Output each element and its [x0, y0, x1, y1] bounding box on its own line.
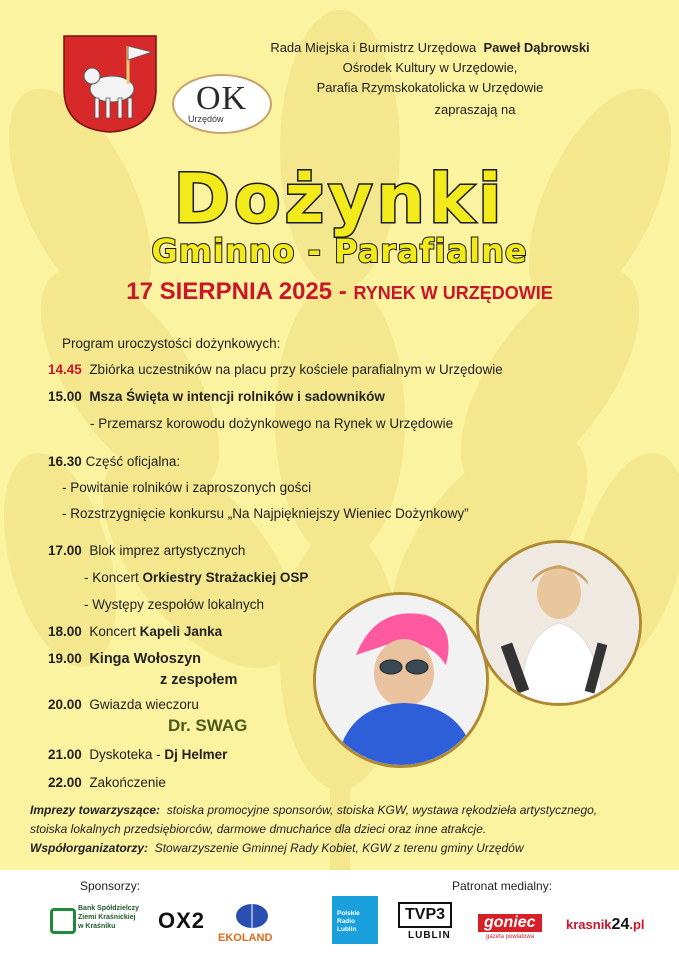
program-subitem: - Rozstrzygnięcie konkursu „Na Najpiękniejszy Wieniec Dożynkowy”	[62, 506, 469, 521]
page-title: Dożynki	[173, 160, 506, 239]
program-subitem: - Przemarsz korowodu dożynkowego na Rynek w Urzędowie	[90, 416, 454, 431]
program-item: 17.00 Blok imprez artystycznych	[48, 543, 246, 558]
krasnik24-logo: krasnik24.pl	[566, 916, 645, 933]
sponsors-label: Sponsorzy:	[80, 879, 141, 893]
organizers-line-3: Parafia Rzymskokatolicka w Urzędowie	[316, 80, 544, 95]
co-organizers-label: Współorganizatorzy:	[30, 841, 149, 855]
star-of-evening: Dr. SWAG	[168, 716, 248, 735]
accompanying-events-label: Imprezy towarzyszące:	[30, 803, 161, 817]
goniec-tagline: gazeta powiatowa	[486, 934, 535, 940]
event-place: RYNEK W URZĘDOWIE	[353, 283, 553, 303]
bank-logo-icon	[50, 908, 76, 934]
accompanying-events-continued: stoiska lokalnych przedsiębiorców, darmowe dmuchańce dla dzieci oraz inne atrakcje.	[30, 822, 487, 836]
accompanying-events: Imprezy towarzyszące: stoiska promocyjne sponsorów, stoiska KGW, wystawa rękodzieła artystycznego,	[30, 803, 598, 817]
program-heading: Program uroczystości dożynkowych:	[62, 336, 281, 351]
ox2-logo: OX2	[158, 908, 206, 933]
program-subitem: - Powitanie rolników i zaproszonych gości	[62, 480, 312, 495]
singer-photo-image	[479, 543, 639, 703]
event-date-place: 17 SIERPNIA 2025 - RYNEK W URZĘDOWIE	[126, 278, 553, 305]
tvp3-logo: TVP3	[398, 902, 452, 928]
program-subitem: - Koncert Orkiestry Strażackiej OSP	[84, 570, 309, 585]
event-date: 17 SIERPNIA 2025	[126, 278, 333, 305]
program-item: 22.00 Zakończenie	[48, 775, 166, 790]
ok-logo-letters: OK	[196, 80, 248, 117]
program-item: 14.45 Zbiórka uczestników na placu przy kościele parafialnym w Urzędowie	[48, 362, 503, 377]
sponsors-footer	[0, 870, 679, 960]
artist-photo-image	[316, 595, 486, 765]
page-subtitle: Gminno - Parafialne	[151, 232, 528, 270]
organizers-line-1: Rada Miejska i Burmistrz Urzędowa Paweł Dąbrowski	[270, 40, 590, 55]
media-patrons-label: Patronat medialny:	[452, 879, 553, 893]
program-subitem: - Występy zespołów lokalnych	[84, 597, 264, 612]
program-item: 20.00 Gwiazda wieczoru	[48, 697, 199, 712]
goniec-logo: goniec	[478, 914, 542, 932]
ekoland-logo: EKOLAND	[218, 932, 273, 944]
organizers-line-4: zapraszają na	[434, 102, 516, 117]
program-item-continued: z zespołem	[160, 672, 238, 688]
artist-photo	[313, 592, 489, 768]
coat-of-arms-logo	[62, 34, 158, 134]
program-item: 16.30 Część oficjalna:	[48, 454, 181, 469]
singer-photo	[476, 540, 642, 706]
program-item: 18.00 Koncert Kapeli Janka	[48, 624, 223, 639]
organizers-line-2: Ośrodek Kultury w Urzędowie,	[342, 60, 518, 75]
program-item: 19.00 Kinga Wołoszyn	[48, 651, 202, 667]
ekoland-bug-icon	[232, 900, 272, 930]
radio-lublin-logo: Polskie Radio Lublin	[332, 896, 378, 944]
ok-logo-town: Urzędów	[188, 114, 224, 124]
bank-logo: Bank Spółdzielczy Ziemi Kraśnickiej w Kraśniku	[78, 905, 140, 930]
program-item: 15.00 Msza Święta w intencji rolników i sadowników	[48, 389, 385, 404]
program-item: 21.00 Dyskoteka - Dj Helmer	[48, 747, 228, 762]
mayor-name: Paweł Dąbrowski	[483, 40, 590, 55]
co-organizers: Współorganizatorzy: Stowarzyszenie Gminnej Rady Kobiet, KGW z terenu gminy Urzędów	[30, 841, 524, 855]
tvp3-city: LUBLIN	[408, 930, 451, 941]
